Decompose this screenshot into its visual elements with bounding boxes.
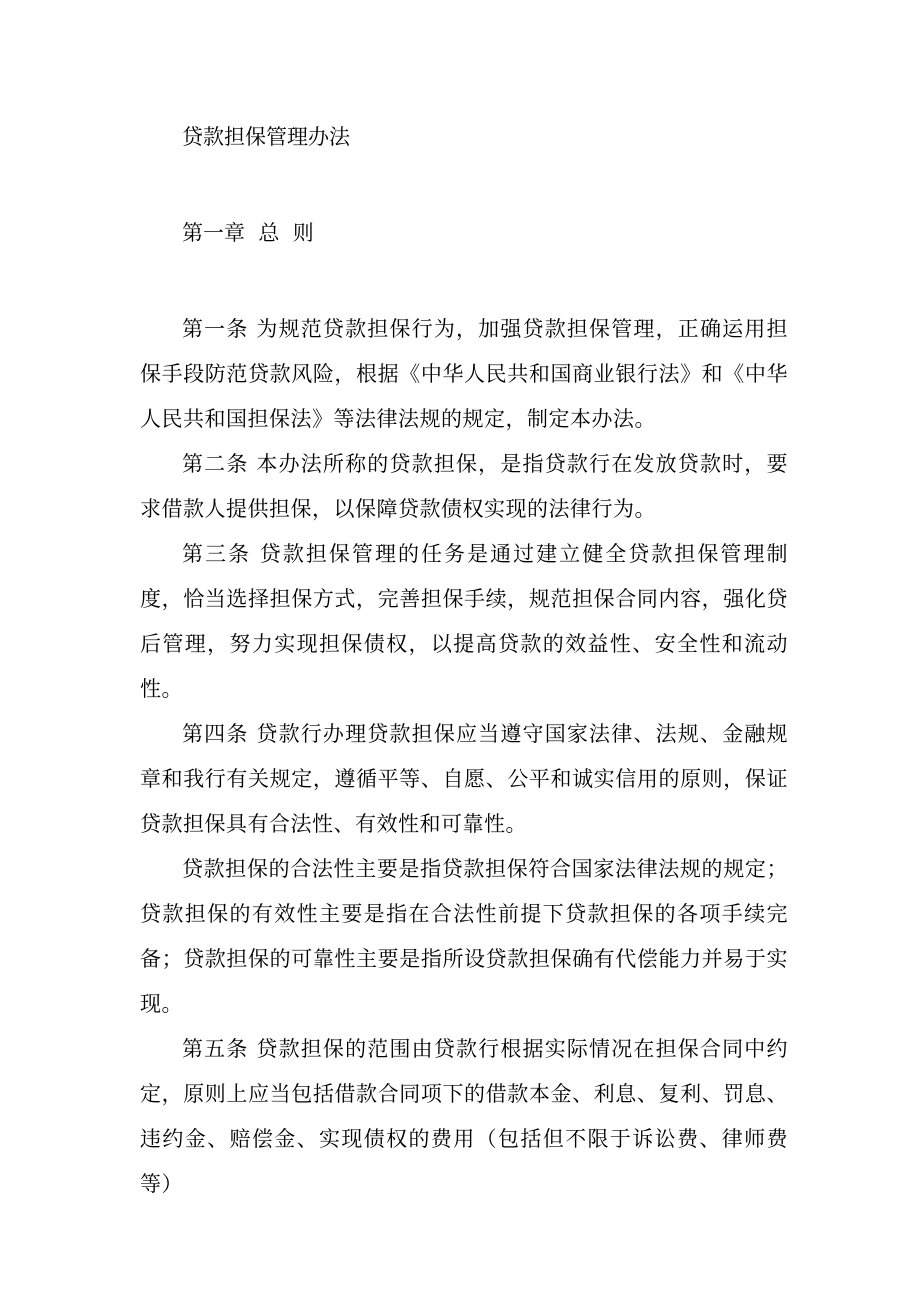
article-1: 第一条 为规范贷款担保行为，加强贷款担保管理，正确运用担保手段防范贷款风险，根据《中华人民共和国商业银行法》和《中华人民共和国担保法》等法律法规的规定，制定本办法。 xyxy=(140,317,788,431)
document-title: 贷款担保管理办法 xyxy=(182,125,350,149)
article-5: 第五条 贷款担保的范围由贷款行根据实际情况在担保合同中约定，原则上应当包括借款合同项下的借款本金、利息、复利、罚息、违约金、赔偿金、实现债权的费用（包括但不限于诉讼费、律师费等） xyxy=(140,1037,788,1196)
chapter-heading: 第一章 总 则 xyxy=(182,221,314,245)
article-2: 第二条 本办法所称的贷款担保，是指贷款行在发放贷款时，要求借款人提供担保，以保障贷款债权实现的法律行为。 xyxy=(140,452,788,521)
document-body xyxy=(140,307,788,1207)
article-3: 第三条 贷款担保管理的任务是通过建立健全贷款担保管理制度，恰当选择担保方式，完善担保手续，规范担保合同内容，强化贷后管理，努力实现担保债权，以提高贷款的效益性、安全性和流动性。 xyxy=(140,542,788,701)
article-4-explanation: 贷款担保的合法性主要是指贷款担保符合国家法律法规的规定；贷款担保的有效性主要是指在合法性前提下贷款担保的各项手续完备；贷款担保的可靠性主要是指所设贷款担保确有代偿能力并易于实现。 xyxy=(140,857,788,1016)
article-4: 第四条 贷款行办理贷款担保应当遵守国家法律、法规、金融规章和我行有关规定，遵循平等、自愿、公平和诚实信用的原则，保证贷款担保具有合法性、有效性和可靠性。 xyxy=(140,722,788,836)
